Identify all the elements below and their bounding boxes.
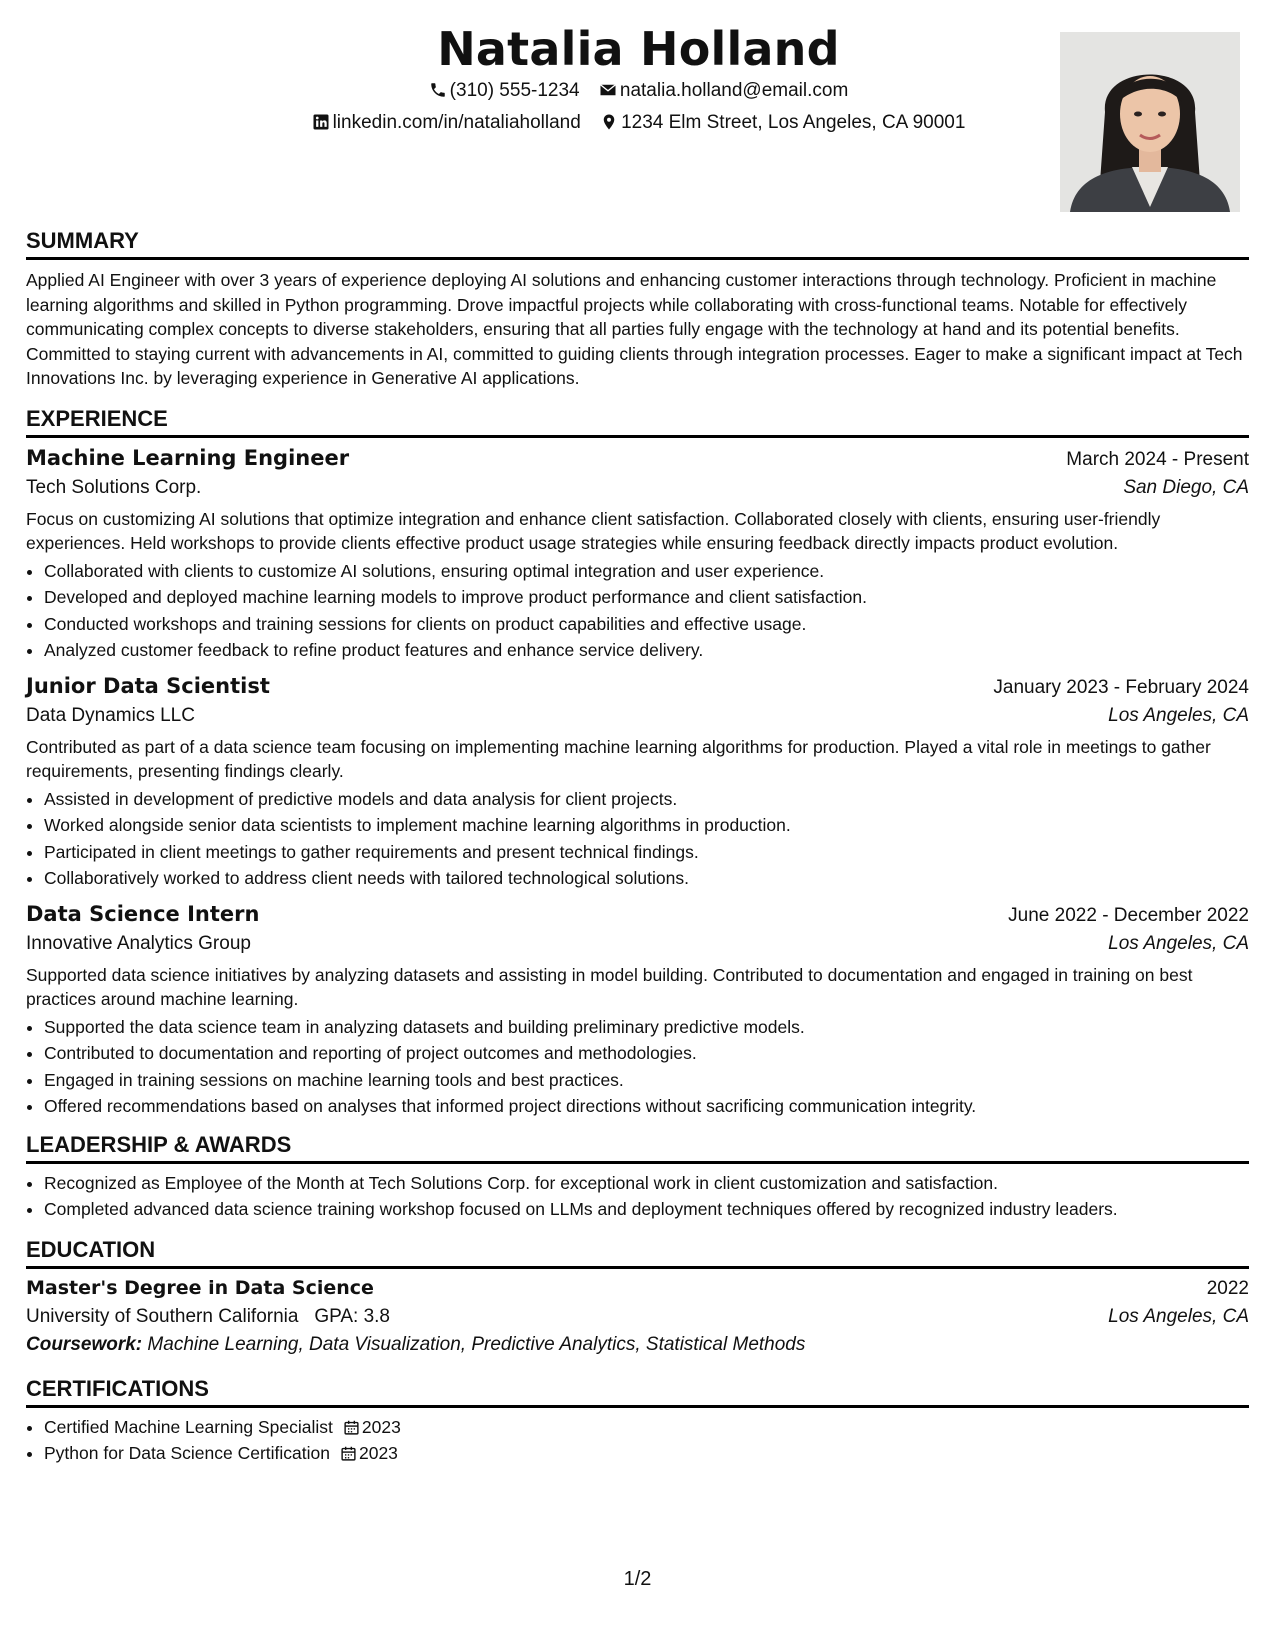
coursework-list: Machine Learning, Data Visualization, Predictive Analytics, Statistical Methods — [147, 1333, 806, 1355]
address-contact — [600, 112, 965, 134]
education-section — [26, 1237, 1249, 1356]
list-item: • Collaborated with clients to customize AI solutions, ensuring optimal integration and user experience. — [44, 558, 1249, 585]
job-bullets — [26, 558, 1249, 664]
job-bullets — [26, 786, 1249, 892]
phone-icon — [429, 81, 447, 99]
education-heading: EDUCATION — [26, 1237, 1249, 1269]
job-company: Tech Solutions Corp. — [26, 476, 202, 498]
portrait-image — [1060, 32, 1240, 212]
email-text[interactable]: natalia.holland@email.com — [619, 80, 849, 101]
job-location: San Diego, CA — [1123, 476, 1249, 498]
summary-text: Applied AI Engineer with over 3 years of experience deploying AI solutions and enhancing customer interactions through technology. Proficient in machine learning algorithms and skilled in Python programming. Drove impactful projects while collaborating with cross-functional teams. Notable for effectively communicating complex concepts to diverse stakeholders, ensuring that all parties fully engage with the technology at hand and its potential benefits. Committed to staying current with advancements in AI, committed to guiding clients through integration processes. Eager to make a significant impact at Tech Innovations Inc. by leveraging experience in Generative AI applications. — [26, 270, 1243, 388]
candidate-name: Natalia Holland — [437, 22, 840, 76]
resume-page — [26, 0, 1249, 1650]
address-text: 1234 Elm Street, Los Angeles, CA 90001 — [621, 112, 966, 133]
school-location: Los Angeles, CA — [1108, 1305, 1249, 1327]
list-item: • Analyzed customer feedback to refine product features and enhance service delivery. — [44, 637, 1249, 664]
job-entry — [26, 902, 1249, 1120]
job-title-row — [26, 902, 1249, 927]
phone-text: (310) 555-1234 — [449, 80, 580, 101]
job-company: Innovative Analytics Group — [26, 932, 251, 954]
list-item: • Worked alongside senior data scientists to implement machine learning algorithms in production. — [44, 812, 1249, 839]
resume-header — [26, 0, 1249, 220]
linkedin-contact[interactable] — [312, 112, 581, 134]
list-item — [44, 1440, 1249, 1467]
job-title: Junior Data Scientist — [26, 673, 270, 698]
job-company-row — [26, 705, 1249, 727]
list-item: • Engaged in training sessions on machine learning tools and best practices. — [44, 1067, 1249, 1094]
leadership-bullets — [26, 1170, 1249, 1223]
linkedin-text[interactable]: linkedin.com/in/nataliaholland — [332, 112, 581, 133]
email-contact[interactable] — [599, 80, 848, 102]
list-item: • Conducted workshops and training sessions for clients on product capabilities and effective usage. — [44, 611, 1249, 638]
experience-section — [26, 406, 1249, 1120]
job-location: Los Angeles, CA — [1108, 704, 1249, 726]
profile-photo — [1060, 32, 1240, 212]
list-item: • Developed and deployed machine learning models to improve product performance and client satisfaction. — [44, 584, 1249, 611]
job-description: Supported data science initiatives by analyzing datasets and assisting in model building. Contributed to documentation and engaged in training on best practices around machine learning. — [26, 964, 1193, 1009]
list-item: • Participated in client meetings to gather requirements and present technical findings. — [44, 839, 1249, 866]
calendar-icon — [343, 1419, 360, 1436]
leadership-heading: LEADERSHIP & AWARDS — [26, 1132, 1249, 1164]
list-item — [44, 1414, 1249, 1441]
degree-title: Master's Degree in Data Science — [26, 1276, 374, 1299]
certifications-section — [26, 1376, 1249, 1467]
experience-heading: EXPERIENCE — [26, 406, 1249, 438]
job-title-row — [26, 446, 1249, 471]
job-bullets — [26, 1014, 1249, 1120]
linkedin-icon — [312, 113, 330, 131]
job-entry — [26, 674, 1249, 892]
certifications-list — [26, 1414, 1249, 1467]
job-company: Data Dynamics LLC — [26, 704, 195, 726]
job-location: Los Angeles, CA — [1108, 932, 1249, 954]
job-company-row — [26, 477, 1249, 499]
job-title-row — [26, 674, 1249, 699]
degree-year: 2022 — [1206, 1277, 1249, 1299]
phone-contact — [429, 80, 580, 102]
job-dates: June 2022 - December 2022 — [1008, 904, 1249, 926]
school-name: University of Southern California — [26, 1305, 299, 1327]
job-title: Data Science Intern — [26, 901, 260, 926]
job-description: Focus on customizing AI solutions that optimize integration and enhance client satisfaction. Collaborated closely with clients, ensuring user-friendly experiences. Held workshops to provide clients effective product usage strategies while ensuring feedback directly impacts product evolution. — [26, 508, 1161, 553]
job-company-row — [26, 933, 1249, 955]
list-item: • Collaboratively worked to address client needs with tailored technological solutions. — [44, 865, 1249, 892]
job-description: Contributed as part of a data science team focusing on implementing machine learning algorithms for production. Played a vital role in meetings to gather requirements, presenting findings clearly. — [26, 736, 1211, 781]
list-item: • Assisted in development of predictive models and data analysis for client projects. — [44, 786, 1249, 813]
degree-row — [26, 1277, 1249, 1300]
list-item: • Completed advanced data science training workshop focused on LLMs and deployment techniques offered by recognized industry leaders. — [44, 1196, 1249, 1223]
cert-name: Certified Machine Learning Specialist — [44, 1416, 333, 1437]
summary-section — [26, 228, 1249, 391]
page-number: 1/2 — [623, 1568, 652, 1590]
cert-year: 2023 — [361, 1416, 401, 1437]
job-entry — [26, 446, 1249, 664]
job-dates: March 2024 - Present — [1066, 448, 1249, 470]
list-item: • Recognized as Employee of the Month at Tech Solutions Corp. for exceptional work in client customization and satisfaction. — [44, 1170, 1249, 1197]
map-pin-icon — [600, 113, 618, 131]
certifications-heading: CERTIFICATIONS — [26, 1376, 1249, 1408]
list-item: • Offered recommendations based on analyses that informed project directions without sacrificing communication integrity. — [44, 1093, 1249, 1120]
cert-name: Python for Data Science Certification — [44, 1443, 330, 1463]
envelope-icon — [599, 81, 617, 99]
school-line — [26, 1306, 390, 1328]
coursework-label: Coursework: — [26, 1333, 143, 1355]
calendar-icon — [340, 1445, 357, 1462]
job-title: Machine Learning Engineer — [26, 445, 350, 470]
list-item: • Supported the data science team in analyzing datasets and building preliminary predictive models. — [44, 1014, 1249, 1041]
cert-year: 2023 — [358, 1443, 398, 1463]
list-item: • Contributed to documentation and reporting of project outcomes and methodologies. — [44, 1040, 1249, 1067]
summary-heading: SUMMARY — [26, 228, 1249, 260]
leadership-section — [26, 1132, 1249, 1223]
school-row — [26, 1306, 1249, 1328]
job-dates: January 2023 - February 2024 — [993, 676, 1249, 698]
gpa: GPA: 3.8 — [314, 1305, 390, 1327]
coursework-line — [26, 1334, 1249, 1356]
